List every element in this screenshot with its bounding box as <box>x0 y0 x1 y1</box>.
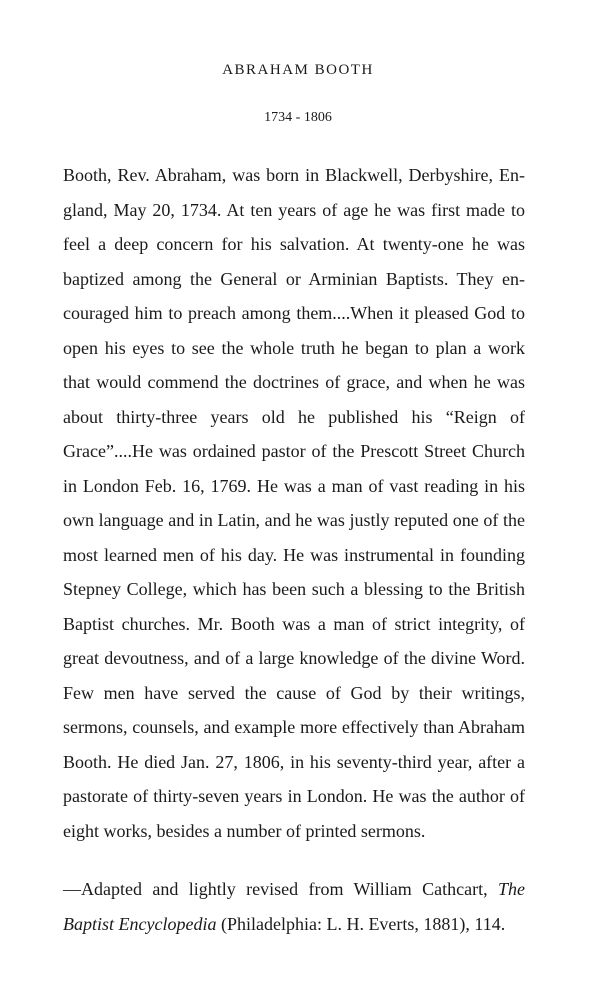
life-dates: 1734 - 1806 <box>264 110 332 125</box>
citation-suffix: (Philadelphia: L. H. Everts, 1881), 114. <box>216 913 506 934</box>
page-title: ABRAHAM BOOTH <box>222 62 374 78</box>
biography-paragraph: Booth, Rev. Abraham, was born in Blackwell, Derbyshire, England, May 20, 1734. At ten years of age he was first made to feel a deep concern for his salvation. At twenty-one he was baptized among the General or Arminian Baptists. They encouraged him to preach among them....When it pleased God to open his eyes to see the whole truth he began to plan a work that would commend the doctrines of grace, and when he was about thirty-three years old he published his “Reign of Grace”....He was ordained pastor of the Prescott Street Church in London Feb. 16, 1769. He was a man of vast reading in his own language and in Latin, and he was justly reputed one of the most learned men of his day. He was instrumental in founding Stepney College, which has been such a blessing to the British Baptist churches. Mr. Booth was a man of strict integrity, of great devoutness, and of a large knowledge of the divine Word. Few men have served the cause of God by their writings, sermons, counsels, and example more effectively than Abraham Booth. He died Jan. 27, 1806, in his seventy-third year, after a pastorate of thirty-seven years in London. He was the author of eight works, besides a number of printed sermons. <box>63 165 525 841</box>
source-citation <box>63 872 525 941</box>
citation-prefix: —Adapted and lightly revised from William Cathcart, <box>63 879 498 899</box>
citation-work-title: The Baptist Encyclopedia <box>63 879 525 934</box>
